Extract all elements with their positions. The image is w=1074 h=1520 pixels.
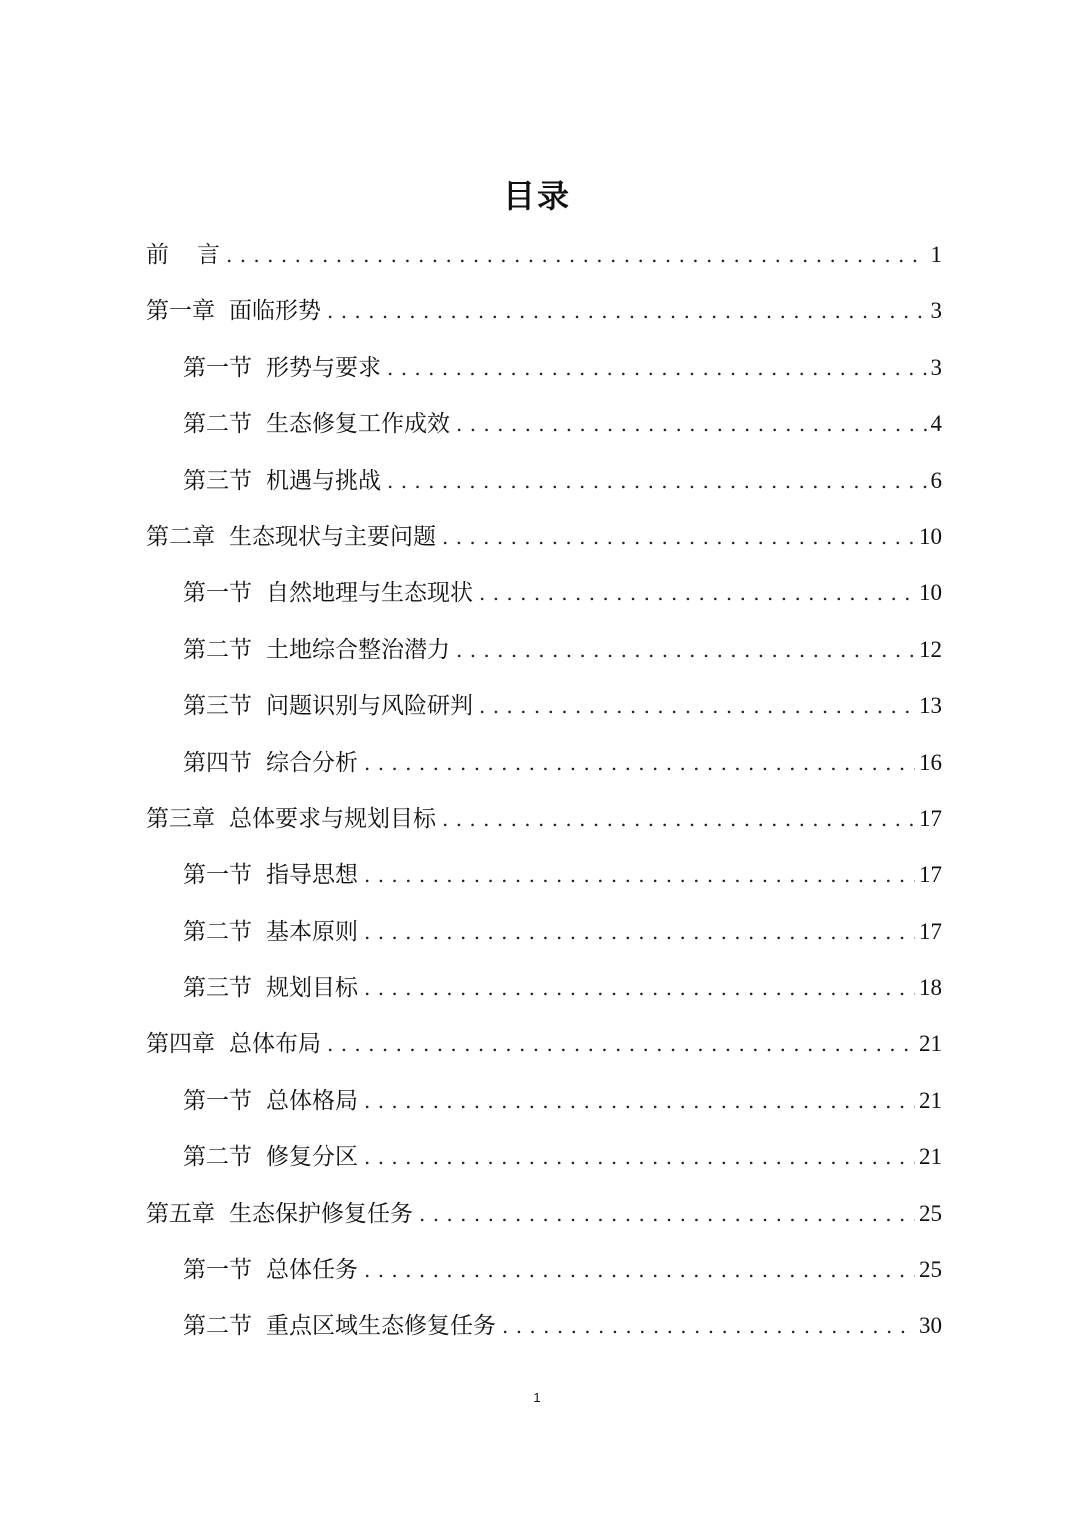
toc-entry[interactable] xyxy=(146,568,942,624)
toc-entry-label xyxy=(183,907,358,957)
toc-dot-leader xyxy=(364,907,915,957)
toc-entry-label xyxy=(183,456,381,506)
toc-entry-text: 问题识别与风险研判 xyxy=(266,693,473,720)
toc-dot-leader xyxy=(456,625,915,675)
toc-entry-text: 生态保护修复任务 xyxy=(229,1200,413,1227)
toc-dot-leader xyxy=(364,850,915,900)
toc-dot-leader xyxy=(479,681,915,731)
toc-entry-page: 10 xyxy=(919,523,942,549)
toc-dot-leader xyxy=(364,963,915,1013)
toc-entry-page: 13 xyxy=(919,693,942,719)
toc-entry-page: 16 xyxy=(919,749,942,775)
toc-entry-page: 25 xyxy=(919,1200,942,1226)
toc-entry-text: 面临形势 xyxy=(229,298,321,325)
toc-entry-label xyxy=(183,1245,358,1295)
toc-entry-text: 言 xyxy=(197,242,220,268)
toc-entry-text: 总体要求与规划目标 xyxy=(229,805,436,832)
toc-entry[interactable] xyxy=(146,1019,942,1075)
toc-dot-leader xyxy=(419,1189,915,1239)
toc-entry[interactable] xyxy=(146,1301,942,1357)
toc-dot-leader xyxy=(387,343,927,393)
toc-dot-leader xyxy=(456,399,927,449)
toc-entry-label xyxy=(183,963,358,1013)
toc-entry-page: 30 xyxy=(919,1313,942,1339)
toc-entry[interactable] xyxy=(146,343,942,399)
toc-entry-label xyxy=(183,399,450,449)
toc-entry-label xyxy=(146,1019,321,1069)
toc-entry-number: 第一章 xyxy=(146,298,215,325)
toc-entry[interactable] xyxy=(146,1132,942,1188)
toc-dot-leader xyxy=(442,794,915,844)
toc-entry-text: 自然地理与生态现状 xyxy=(266,580,473,607)
toc-entry-number: 第四章 xyxy=(146,1031,215,1058)
toc-dot-leader xyxy=(387,456,927,506)
toc-dot-leader xyxy=(479,568,915,618)
toc-entry-number: 第二节 xyxy=(183,636,252,663)
toc-dot-leader xyxy=(364,1076,915,1126)
toc-entry-number: 第三章 xyxy=(146,805,215,832)
toc-entry-number: 第一节 xyxy=(183,862,252,889)
toc-entry-label xyxy=(183,681,473,731)
toc-entry-label xyxy=(183,850,358,900)
toc-entry-page: 10 xyxy=(919,580,942,606)
toc-entry[interactable] xyxy=(146,681,942,737)
toc-entry-page: 17 xyxy=(919,862,942,888)
toc-entry[interactable] xyxy=(146,850,942,906)
toc-entry-label xyxy=(183,568,473,618)
toc-entry-text: 总体任务 xyxy=(266,1257,358,1284)
toc-dot-leader xyxy=(226,230,927,280)
toc-entry-page: 21 xyxy=(919,1031,942,1057)
toc-entry-label xyxy=(146,1189,413,1239)
toc-entry-text: 土地综合整治潜力 xyxy=(266,636,450,663)
toc-entry-number: 第四节 xyxy=(183,749,252,776)
toc-entry-text: 重点区域生态修复任务 xyxy=(266,1313,496,1340)
toc-entry-text: 综合分析 xyxy=(266,749,358,776)
toc-entry[interactable] xyxy=(146,1245,942,1301)
toc-dot-leader xyxy=(502,1301,915,1351)
toc-entry-label xyxy=(146,286,321,336)
toc-dot-leader xyxy=(327,286,927,336)
toc-entry-page: 25 xyxy=(919,1257,942,1283)
toc-entry-number: 第二章 xyxy=(146,523,215,550)
toc-entry-label xyxy=(146,230,220,280)
toc-entry-label xyxy=(183,1132,358,1182)
toc-entry-number: 第一节 xyxy=(183,354,252,381)
toc-entry[interactable] xyxy=(146,1189,942,1245)
toc-entry[interactable] xyxy=(146,512,942,568)
toc-entry-number: 第一节 xyxy=(183,1257,252,1284)
toc-entry-page: 17 xyxy=(919,805,942,831)
toc-entry[interactable] xyxy=(146,230,942,286)
table-of-contents xyxy=(146,230,942,1358)
toc-entry-text: 生态现状与主要问题 xyxy=(229,523,436,550)
toc-entry-label xyxy=(183,1076,358,1126)
toc-entry-text: 修复分区 xyxy=(266,1144,358,1171)
toc-entry-text: 指导思想 xyxy=(266,862,358,889)
toc-entry-label xyxy=(146,512,436,562)
toc-entry-label xyxy=(183,625,450,675)
toc-entry-page: 18 xyxy=(919,975,942,1001)
toc-entry-page: 21 xyxy=(919,1144,942,1170)
toc-entry[interactable] xyxy=(146,1076,942,1132)
toc-entry-number: 第三节 xyxy=(183,467,252,494)
toc-dot-leader xyxy=(364,1245,915,1295)
page-number: 1 xyxy=(533,1390,541,1405)
toc-entry[interactable] xyxy=(146,794,942,850)
toc-entry-number: 第二节 xyxy=(183,411,252,438)
toc-title: 目录 xyxy=(502,177,571,215)
toc-entry-text: 生态修复工作成效 xyxy=(266,411,450,438)
toc-dot-leader xyxy=(442,512,915,562)
toc-entry-number: 第三节 xyxy=(183,693,252,720)
toc-entry-text: 形势与要求 xyxy=(266,354,381,381)
toc-entry[interactable] xyxy=(146,907,942,963)
toc-dot-leader xyxy=(364,1132,915,1182)
toc-entry-text: 总体布局 xyxy=(229,1031,321,1058)
toc-entry-text: 机遇与挑战 xyxy=(266,467,381,494)
toc-entry-label xyxy=(183,343,381,393)
toc-entry-text: 规划目标 xyxy=(266,975,358,1002)
toc-entry-page: 21 xyxy=(919,1087,942,1113)
toc-entry-page: 3 xyxy=(930,298,942,324)
toc-entry-page: 12 xyxy=(919,636,942,662)
toc-entry-page: 1 xyxy=(930,242,942,267)
toc-entry[interactable] xyxy=(146,456,942,512)
toc-entry[interactable] xyxy=(146,738,942,794)
toc-entry[interactable] xyxy=(146,399,942,455)
toc-dot-leader xyxy=(327,1019,915,1069)
toc-entry-number: 第一节 xyxy=(183,580,252,607)
toc-entry-label xyxy=(146,794,436,844)
toc-entry-number: 第二节 xyxy=(183,1144,252,1171)
toc-entry[interactable] xyxy=(146,963,942,1019)
toc-entry-label xyxy=(183,1301,496,1351)
toc-entry-number: 第二节 xyxy=(183,1313,252,1340)
toc-entry-number: 第三节 xyxy=(183,975,252,1002)
toc-entry-number: 第一节 xyxy=(183,1087,252,1114)
toc-entry-number: 第五章 xyxy=(146,1200,215,1227)
toc-entry-page: 6 xyxy=(930,467,942,493)
toc-entry-page: 17 xyxy=(919,918,942,944)
toc-entry[interactable] xyxy=(146,625,942,681)
toc-entry-text: 基本原则 xyxy=(266,918,358,945)
toc-entry-label xyxy=(183,738,358,788)
toc-entry-page: 4 xyxy=(930,411,942,437)
toc-entry[interactable] xyxy=(146,286,942,342)
toc-entry-page: 3 xyxy=(930,354,942,380)
toc-entry-text: 总体格局 xyxy=(266,1087,358,1114)
toc-entry-number: 第二节 xyxy=(183,918,252,945)
toc-dot-leader xyxy=(364,738,915,788)
toc-entry-number: 前 xyxy=(146,242,169,268)
